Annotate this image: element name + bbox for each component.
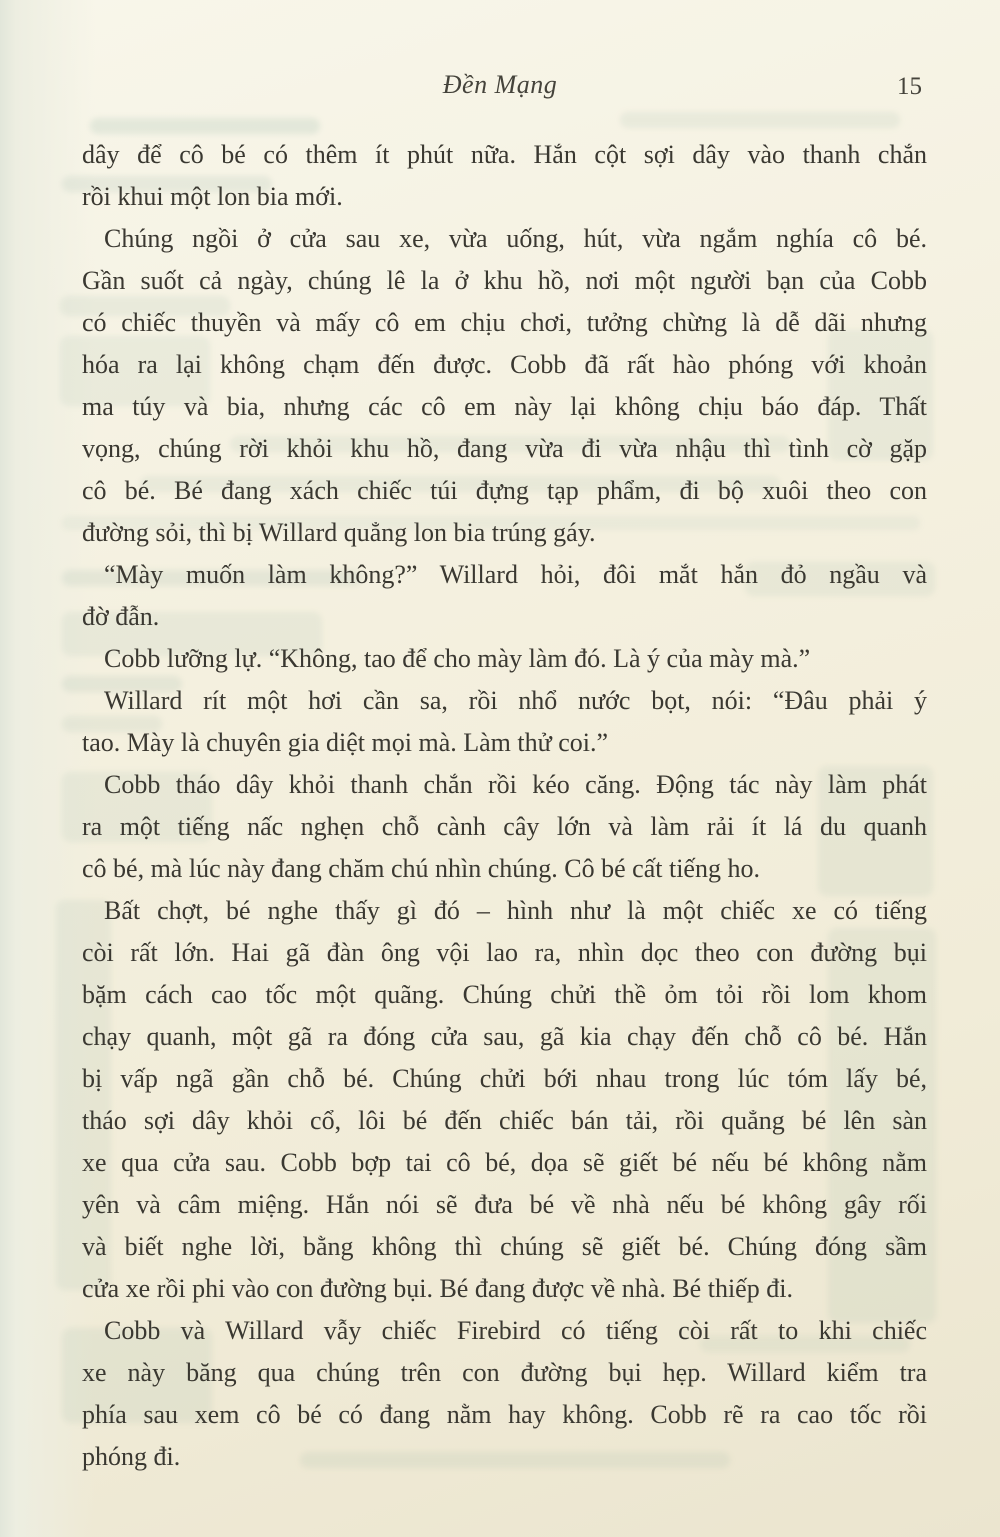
text-line: Chúng ngồi ở cửa sau xe, vừa uống, hút, vừa ngắm nghía cô bé. [104, 224, 927, 253]
text-line: Gần suốt cả ngày, chúng lê la ở khu hồ, nơi một người bạn của Cobb [82, 266, 927, 295]
bleedthrough-artifact [90, 118, 320, 134]
text-line: cô bé. Bé đang xách chiếc túi đựng tạp phẩm, đi bộ xuôi theo con [82, 476, 927, 505]
text-line: “Mày muốn làm không?” Willard hỏi, đôi mắt hắn đỏ ngầu và [104, 560, 927, 589]
paragraph [82, 764, 927, 890]
text-line: vọng, chúng rời khỏi khu hồ, đang vừa đi vừa nhậu thì tình cờ gặp [82, 434, 927, 463]
text-line: bị vấp ngã gần chỗ bé. Chúng chửi bới nhau trong lúc tóm lấy bé, [82, 1064, 927, 1093]
bleedthrough-artifact [620, 112, 900, 128]
text-line: xe này băng qua chúng trên con đường bụi hẹp. Willard kiểm tra [82, 1358, 927, 1387]
paragraph [82, 890, 927, 1310]
text-line: Cobb tháo dây khỏi thanh chắn rồi kéo căng. Động tác này làm phát [104, 770, 927, 799]
text-line: Cobb lưỡng lự. “Không, tao để cho mày làm đó. Là ý của mày mà.” [104, 644, 811, 673]
text-line: tháo sợi dây khỏi cổ, lôi bé đến chiếc bán tải, rồi quẳng bé lên sàn [82, 1106, 927, 1135]
paragraph [82, 1310, 927, 1478]
paragraph [82, 134, 927, 218]
text-line: Willard rít một hơi cần sa, rồi nhổ nước bọt, nói: “Đâu phải ý [104, 686, 927, 715]
text-line: bặm cách cao tốc một quãng. Chúng chửi thề ỏm tỏi rồi lom khom [82, 980, 927, 1009]
text-line: cô bé, mà lúc này đang chăm chú nhìn chúng. Cô bé cất tiếng ho. [82, 854, 760, 883]
text-line: Bất chợt, bé nghe thấy gì đó – hình như là một chiếc xe có tiếng [104, 896, 927, 925]
page-number: 15 [897, 73, 922, 100]
text-line: xe qua cửa sau. Cobb bợp tai cô bé, dọa sẽ giết bé nếu bé không nằm [82, 1148, 927, 1177]
text-line: có chiếc thuyền và mấy cô em chịu chơi, tưởng chừng là dễ dãi nhưng [82, 308, 927, 337]
text-line: rồi khui một lon bia mới. [82, 182, 343, 211]
text-line: đường sỏi, thì bị Willard quẳng lon bia trúng gáy. [82, 518, 596, 547]
running-head: Đền Mạng [442, 70, 558, 99]
text-line: yên và câm miệng. Hắn nói sẽ đưa bé về nhà nếu bé không gây rối [82, 1190, 927, 1219]
text-line: phía sau xem cô bé có đang nằm hay không. Cobb rẽ ra cao tốc rồi [82, 1400, 927, 1429]
text-line: ma túy và bia, nhưng các cô em này lại không chịu báo đáp. Thất [82, 392, 927, 421]
text-line: cửa xe rồi phi vào con đường bụi. Bé đang được về nhà. Bé thiếp đi. [82, 1274, 793, 1303]
text-line: chạy quanh, một gã ra đóng cửa sau, gã kia chạy đến chỗ cô bé. Hắn [82, 1022, 927, 1051]
text-line: hóa ra lại không chạm đến được. Cobb đã rất hào phóng với khoản [82, 350, 927, 379]
text-line: đờ đẫn. [82, 602, 160, 631]
paragraph [82, 638, 927, 680]
text-line: còi rất lớn. Hai gã đàn ông vội lao ra, nhìn dọc theo con đường bụi [82, 938, 927, 967]
text-line: và biết nghe lời, bằng không thì chúng sẽ giết bé. Chúng đóng sầm [82, 1232, 927, 1261]
paragraph [82, 218, 927, 554]
text-line: phóng đi. [82, 1442, 181, 1471]
text-line: Cobb và Willard vẫy chiếc Firebird có tiếng còi rất to khi chiếc [104, 1316, 927, 1345]
text-line: tao. Mày là chuyên gia diệt mọi mà. Làm thử coi.” [82, 728, 608, 757]
text-line: dây để cô bé có thêm ít phút nữa. Hắn cột sợi dây vào thanh chắn [82, 140, 927, 169]
paragraph [82, 680, 927, 764]
body-text [82, 134, 927, 1478]
paragraph [82, 554, 927, 638]
text-line: ra một tiếng nấc nghẹn chỗ cành cây lớn và làm rải ít lá du quanh [82, 812, 927, 841]
